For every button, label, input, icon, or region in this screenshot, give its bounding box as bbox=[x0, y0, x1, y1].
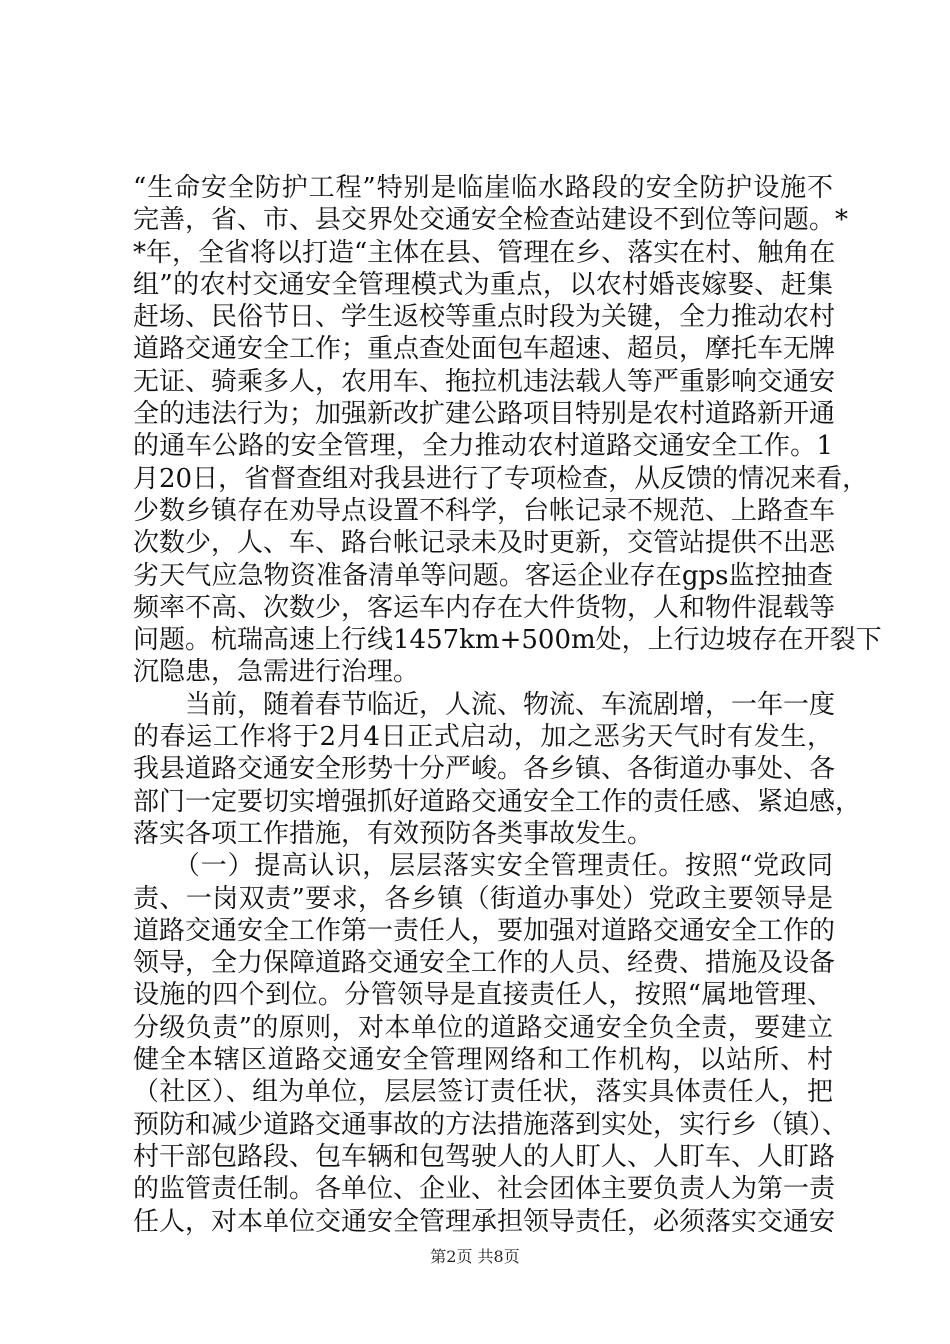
text-line: 当前，随着春节临近，人流、物流、车流剧增，一年一度 bbox=[133, 689, 836, 720]
text-line: “生命安全防护工程”特别是临崖临水路段的安全防护设施不 bbox=[133, 173, 833, 203]
text-line: 的春运工作将于2月4日正式启动，加之恶劣天气时有发生， bbox=[133, 722, 833, 753]
text-line: （一）提高认识，层层落实安全管理责任。按照“党政同 bbox=[133, 851, 833, 882]
text-line: 道路交通安全工作；重点查处面包车超速、超员，摩托车无牌 bbox=[133, 334, 836, 365]
text-line: 分级负责”的原则，对本单位的道路交通安全负全责，要建立 bbox=[133, 1012, 833, 1043]
text-line: 落实各项工作措施，有效预防各类事故发生。 bbox=[133, 818, 654, 849]
text-line: 部门一定要切实增强抓好道路交通安全工作的责任感、紧迫感， bbox=[133, 786, 862, 817]
text-line: 劣天气应急物资准备清单等问题。客运企业存在gps监控抽查 bbox=[133, 560, 833, 591]
text-line: 少数乡镇存在劝导点设置不科学，台帐记录不规范、上路查车 bbox=[133, 495, 836, 526]
text-line: 我县道路交通安全形势十分严峻。各乡镇、各街道办事处、各 bbox=[133, 754, 836, 785]
text-line: 频率不高、次数少，客运车内存在大件货物，人和物件混载等 bbox=[133, 592, 836, 623]
text-line: 的监管责任制。各单位、企业、社会团体主要负责人为第一责 bbox=[133, 1174, 836, 1205]
text-line: 的通车公路的安全管理，全力推动农村道路交通安全工作。1 bbox=[133, 431, 833, 462]
text-line: 健全本辖区道路交通安全管理网络和工作机构，以站所、村 bbox=[133, 1045, 833, 1076]
text-line: 次数少，人、车、路台帐记录未及时更新，交管站提供不出恶 bbox=[133, 528, 836, 559]
text-line: 组”的农村交通安全管理模式为重点，以农村婚丧嫁娶、赶集 bbox=[133, 269, 833, 300]
text-line: 无证、骑乘多人，农用车、拖拉机违法载人等严重影响交通安 bbox=[133, 366, 836, 397]
text-line: 领导，全力保障道路交通安全工作的人员、经费、措施及设备 bbox=[133, 948, 836, 979]
text-line: 道路交通安全工作第一责任人，要加强对道路交通安全工作的 bbox=[133, 915, 836, 946]
text-line: *年，全省将以打造“主体在县、管理在乡、落实在村、触角在 bbox=[133, 237, 836, 268]
text-line: 问题。杭瑞高速上行线1457km+500m处，上行边坡存在开裂下 bbox=[133, 625, 882, 656]
text-line: 预防和减少道路交通事故的方法措施落到实处，实行乡（镇）、 bbox=[133, 1109, 849, 1140]
text-line: 全的违法行为；加强新改扩建公路项目特别是农村道路新开通 bbox=[133, 399, 836, 430]
text-line: 沉隐患，急需进行治理。 bbox=[133, 657, 420, 688]
text-line: 责、一岗双责”要求，各乡镇（街道办事处）党政主要领导是 bbox=[133, 883, 833, 914]
page-footer: 第2页 共8页 bbox=[430, 1247, 520, 1266]
text-line: 赶场、民俗节日、学生返校等重点时段为关键，全力推动农村 bbox=[133, 302, 836, 333]
text-line: 月20日，省督查组对我县进行了专项检查，从反馈的情况来看， bbox=[133, 463, 869, 494]
body-text bbox=[133, 172, 882, 1238]
text-line: 完善，省、市、县交界处交通安全检查站建设不到位等问题。* bbox=[133, 205, 849, 236]
text-line: （社区）、组为单位，层层签订责任状，落实具体责任人，把 bbox=[133, 1077, 833, 1108]
text-line: 任人，对本单位交通安全管理承担领导责任，必须落实交通安 bbox=[133, 1206, 836, 1237]
text-line: 设施的四个到位。分管领导是直接责任人，按照“属地管理、 bbox=[133, 980, 833, 1011]
text-line: 村干部包路段、包车辆和包驾驶人的人盯人、人盯车、人盯路 bbox=[133, 1141, 836, 1172]
